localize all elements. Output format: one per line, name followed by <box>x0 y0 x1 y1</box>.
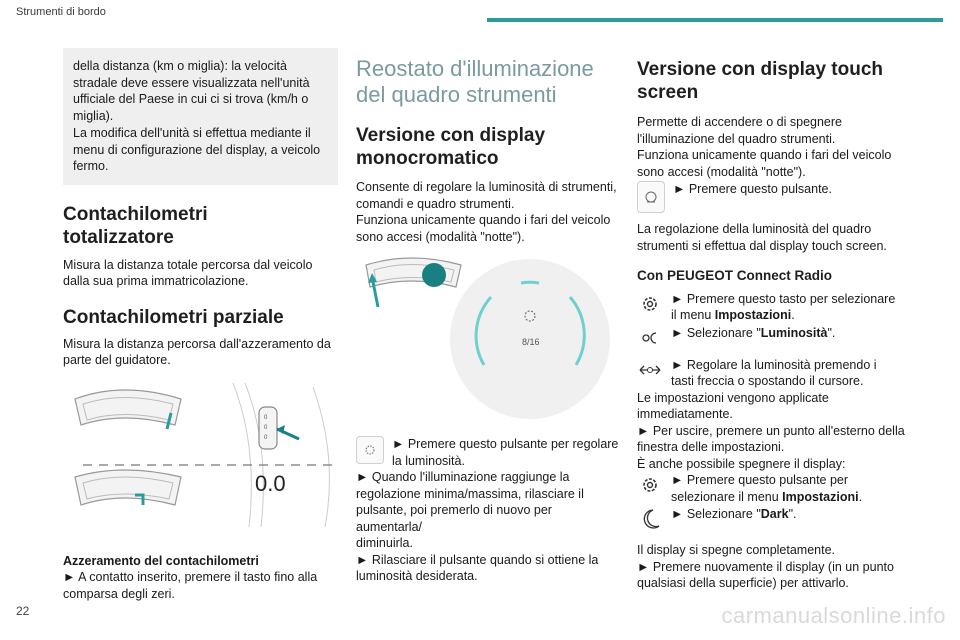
touch-title-2: screen <box>637 82 699 103</box>
mono-intro: sono accesi (modalità "notte"). <box>356 229 525 244</box>
page-number: 22 <box>16 604 30 618</box>
step-line: ► Rilasciare il pulsante quando si ottiene la <box>356 552 599 567</box>
reset-title: Azzeramento del contachilometri <box>63 553 259 568</box>
note-line: menu di configurazione del display, a veicolo <box>73 142 321 157</box>
press-button: ► Premere questo pulsante. <box>673 182 832 196</box>
totalizer-title-2: totalizzatore <box>63 226 174 248</box>
settings-step-post: . <box>791 308 795 322</box>
cluster-shape <box>366 258 461 287</box>
after-line: finestra delle impostazioni. <box>637 440 785 454</box>
regulation-text: strumenti si effettua dal display touch screen. <box>637 238 887 253</box>
adjust-step-2: tasti freccia o spostando il cursore. <box>671 374 864 388</box>
off-step-post: . <box>858 489 863 504</box>
running-header: Strumenti di bordo <box>16 6 106 18</box>
touch-intro: Funziona unicamente quando i fari del veicolo <box>637 148 892 162</box>
odometer-illustration <box>63 377 338 537</box>
slider-arrows-icon <box>637 357 663 383</box>
note-line: fermo. <box>73 159 109 174</box>
mono-intro: Funziona unicamente quando i fari del veicolo <box>356 213 611 227</box>
partial-text: Misura la distanza percorsa dall'azzeramento da <box>63 336 331 351</box>
off-step: ► Premere questo pulsante per <box>671 473 849 487</box>
off-menu-label: Impostazioni <box>782 489 859 504</box>
settings-step: ► Premere questo tasto per selezionare <box>671 291 896 306</box>
dark-step-pre: ► Selezionare " <box>671 507 761 521</box>
brightness-sun-moon-icon <box>637 325 663 351</box>
reset-text-2: comparsa degli zeri. <box>63 586 175 601</box>
step-line: regolazione minima/massima, rilasciare il <box>356 486 584 501</box>
after-line: Le impostazioni vengono applicate <box>637 390 829 405</box>
svg-text:0: 0 <box>264 414 268 421</box>
step-press: ► Premere questo pulsante per regolare <box>392 437 619 451</box>
cluster-shape-top <box>75 390 181 425</box>
off-step-pre: selezionare il menu <box>671 489 783 504</box>
step-line: diminuirla. <box>356 536 413 550</box>
dimmer-illustration <box>356 249 621 424</box>
svg-text:0: 0 <box>264 424 268 431</box>
rheostat-title: Reostato d'illuminazione <box>356 56 594 81</box>
dark-moon-icon <box>637 506 663 532</box>
mono-title-2: monocromatico <box>356 148 499 169</box>
regulation-text: La regolazione della luminosità del quadro <box>637 222 872 236</box>
after-line: È anche possibile spegnere il display: <box>637 456 846 471</box>
cluster-shape-bottom <box>75 470 181 505</box>
column-touchscreen <box>637 40 907 592</box>
touch-title: Versione con display touch <box>637 59 884 80</box>
note-line: della distanza (km o miglia): la velocità <box>73 59 287 73</box>
end-line: Il display si spegne completamente. <box>637 543 836 557</box>
svg-text:0: 0 <box>264 434 268 441</box>
step-press-2: la luminosità. <box>392 453 465 468</box>
note-box <box>63 48 338 185</box>
touch-intro: sono accesi (modalità "notte"). <box>637 164 806 179</box>
brightness-step-post: ". <box>827 325 836 340</box>
note-line: La modifica dell'unità si effettua mediante il <box>73 125 311 140</box>
totalizer-text: Misura la distanza totale percorsa dal veicolo <box>63 257 313 272</box>
brightness-option-label: Luminosità <box>760 325 828 340</box>
watermark: carmanualsonline.info <box>721 603 946 628</box>
note-line: miglia). <box>73 109 114 124</box>
settings-step-pre: il menu <box>671 308 715 322</box>
settings-gear-icon <box>637 291 663 317</box>
after-line: ► Per uscire, premere un punto all'esterno della <box>637 423 905 438</box>
partial-text-2: parte del guidatore. <box>63 353 171 368</box>
end-line: ► Premere nuovamente il display (in un punto <box>637 559 894 574</box>
note-line: stradale deve essere visualizzata nell'unità <box>73 75 310 90</box>
mono-title: Versione con display <box>356 125 546 146</box>
mono-intro: comandi e quadro strumenti. <box>356 196 515 211</box>
dark-option-label: Dark <box>760 507 789 521</box>
dial-value: 8/16 <box>522 337 540 347</box>
touch-intro: Permette di accendere o di spegnere <box>637 115 842 129</box>
mono-intro: Consente di regolare la luminosità di strumenti, <box>356 180 617 194</box>
lighting-button-icon <box>637 181 665 213</box>
after-line: immediatamente. <box>637 407 733 421</box>
brightness-button-icon <box>356 436 384 464</box>
end-line: qualsiasi della superficie) per attivarlo. <box>637 576 849 590</box>
odometer-value: 0.0 <box>255 471 286 496</box>
column-rheostat <box>356 40 621 585</box>
stalk-button <box>259 407 277 449</box>
step-line: pulsante, poi premerlo di nuovo per aumentarla/ <box>356 503 552 534</box>
adjust-step: ► Regolare la luminosità premendo i <box>671 357 877 372</box>
settings-gear-icon-2 <box>637 472 663 498</box>
settings-menu-label: Impostazioni <box>714 308 792 322</box>
header-accent-bar <box>487 18 943 22</box>
column-odometers <box>63 40 338 602</box>
totalizer-title: Contachilometri <box>63 203 208 225</box>
touch-intro: l'illuminazione del quadro strumenti. <box>637 131 836 146</box>
note-line: ufficiale del Paese in cui ci si trova (km/h o <box>73 92 309 107</box>
reset-text: ► A contatto inserito, premere il tasto fino alla <box>63 570 318 585</box>
dark-step-post: ". <box>788 507 797 521</box>
step-line: luminosità desiderata. <box>356 569 478 583</box>
dimmer-knob <box>422 263 446 287</box>
connect-title: Con PEUGEOT Connect Radio <box>637 268 833 283</box>
partial-title: Contachilometri parziale <box>63 306 284 328</box>
step-line: ► Quando l'illuminazione raggiunge la <box>356 470 570 484</box>
totalizer-text-2: dalla sua prima immatricolazione. <box>63 274 249 289</box>
brightness-step-pre: ► Selezionare " <box>671 325 761 340</box>
rheostat-title-2: del quadro strumenti <box>356 82 557 107</box>
